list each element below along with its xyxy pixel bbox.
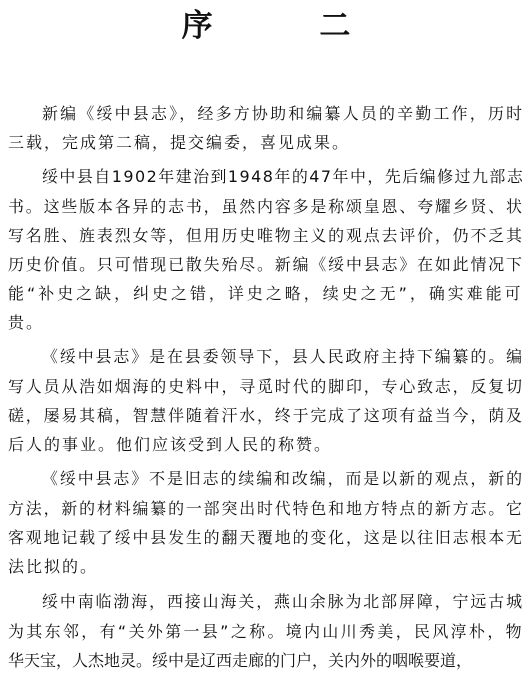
text-line: 磋，屡易其稿，智慧伴随着汗水，终于完成了这项有益当今，荫及	[8, 406, 524, 425]
text-line: 为其东邻，有“关外第一县”之称。境内山川秀美，民风淳朴，物	[8, 622, 524, 641]
text-line: 绥中县自1902年建治到1948年的47年中，先后编修过九部志	[42, 167, 525, 186]
text-line: 绥中南临渤海，西接山海关，燕山余脉为北部屏障，宁远古城	[42, 592, 524, 611]
text-line: 写名胜、旌表烈女等，但用历史唯物主义的观点去评价，仍不乏其	[8, 226, 524, 245]
text-line: 后人的事业。他们应该受到人民的称赞。	[8, 435, 333, 454]
text-line: 方法，新的材料编纂的一部突出时代特色和地方特点的新方志。它	[8, 499, 524, 518]
text-line: 客观地记载了绥中县发生的翻天覆地的变化，这是以往旧志根本无	[8, 528, 524, 547]
text-line: 历史价值。只可惜现已散失殆尽。新编《绥中县志》在如此情况下	[8, 255, 524, 274]
text-line: 华天宝，人杰地灵。绥中是辽西走廊的门户，关内外的咽喉要道，	[8, 651, 473, 670]
document-title: 序 二	[181, 8, 399, 44]
text-line: 新编《绥中县志》，经多方协助和编纂人员的辛勤工作，历时	[42, 104, 525, 123]
text-line: 《绥中县志》不是旧志的续编和改编，而是以新的观点，新的	[42, 469, 524, 488]
text-line: 写人员从浩如烟海的史料中，寻觅时代的脚印，专心致志，反复切	[8, 377, 524, 396]
text-line: 贵。	[8, 313, 45, 332]
text-line: 书。这些版本各异的志书，虽然内容多是称颂皇恩、夸耀乡贤、状	[8, 197, 524, 216]
text-line: 法比拟的。	[8, 557, 99, 576]
text-line: 能“补史之缺，纠史之错，详史之略，续史之无”，确实难能可	[8, 284, 524, 303]
text-line: 《绥中县志》是在县委领导下，县人民政府主持下编纂的。编	[42, 347, 524, 366]
text-line: 三载，完成第二稿，提交编委，喜见成果。	[8, 133, 351, 152]
